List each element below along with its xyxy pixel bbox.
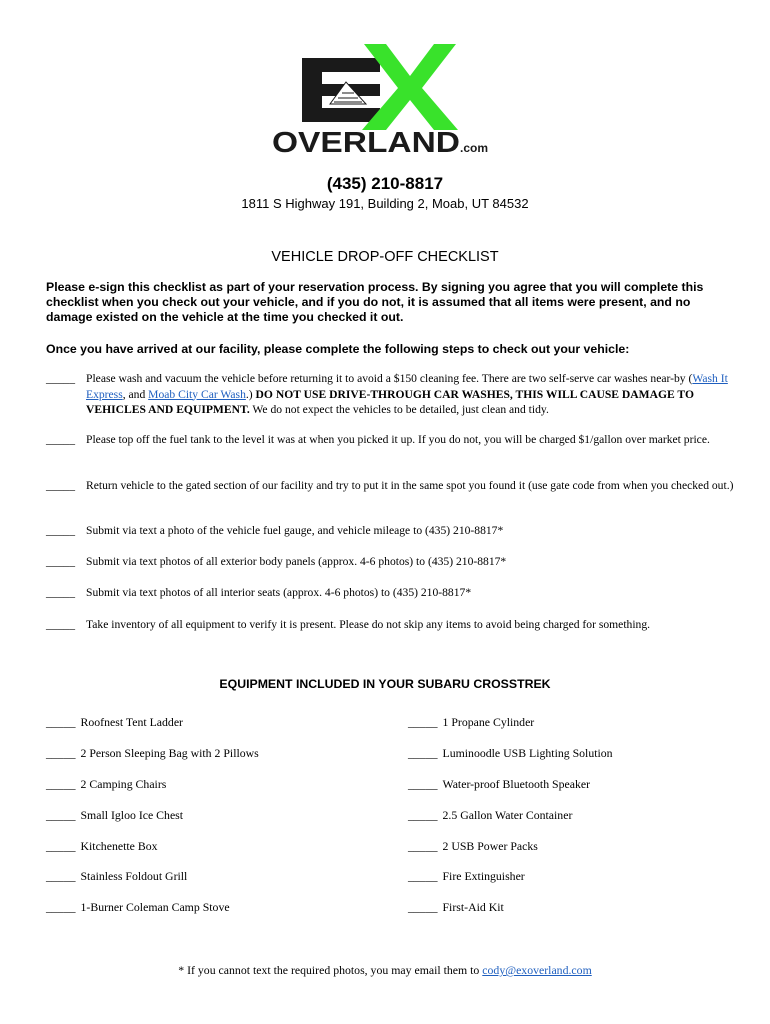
equipment-item-label: Stainless Foldout Grill bbox=[80, 869, 188, 883]
checkbox-blank[interactable]: _____ bbox=[408, 715, 438, 729]
equipment-item bbox=[408, 715, 534, 730]
svg-text:OVERLAND: OVERLAND bbox=[272, 127, 460, 156]
step-wash-part2: , and bbox=[122, 387, 149, 401]
document-title: VEHICLE DROP-OFF CHECKLIST bbox=[271, 249, 499, 265]
intro-paragraph: Please e-sign this checklist as part of your reservation process. By signing you agree that you will complete this checklist when you check out your vehicle, and if you do not, it is assumed that all items were present, and no damage existed on the vehicle at the time you checked it out. bbox=[46, 280, 704, 324]
checkbox-blank[interactable]: _____ bbox=[408, 777, 438, 791]
equipment-heading: EQUIPMENT INCLUDED IN YOUR SUBARU CROSSTREK bbox=[219, 677, 551, 691]
equipment-item bbox=[46, 746, 259, 761]
step-interior-photos bbox=[46, 585, 736, 601]
checkbox-blank[interactable]: _____ bbox=[46, 372, 75, 385]
checkbox-blank[interactable]: _____ bbox=[408, 869, 438, 883]
equipment-item bbox=[408, 746, 613, 761]
step-exterior-photos bbox=[46, 554, 736, 570]
checkbox-blank[interactable]: _____ bbox=[46, 524, 75, 537]
step-inventory bbox=[46, 617, 736, 633]
checkbox-blank[interactable]: _____ bbox=[408, 839, 438, 853]
step-wash-part4: We do not expect the vehicles to be detailed, just clean and tidy. bbox=[249, 403, 549, 416]
equipment-item-label: Small Igloo Ice Chest bbox=[80, 808, 184, 822]
wash-it-express-link[interactable]: Wash It Express bbox=[86, 372, 728, 401]
email-link[interactable]: cody@exoverland.com bbox=[482, 963, 592, 977]
checkbox-blank[interactable]: _____ bbox=[46, 900, 76, 914]
ex-overland-logo-image bbox=[268, 42, 500, 156]
address: 1811 S Highway 191, Building 2, Moab, UT 84532 bbox=[241, 196, 529, 211]
checkbox-blank[interactable]: _____ bbox=[408, 900, 438, 914]
checkbox-blank[interactable]: _____ bbox=[46, 808, 76, 822]
step-fuel bbox=[46, 432, 736, 448]
checkbox-blank[interactable]: _____ bbox=[46, 869, 76, 883]
equipment-item bbox=[408, 900, 504, 915]
equipment-item bbox=[408, 839, 538, 854]
checkbox-blank[interactable]: _____ bbox=[46, 777, 76, 791]
equipment-item bbox=[408, 808, 572, 823]
checkbox-blank[interactable]: _____ bbox=[46, 586, 75, 599]
step-return bbox=[46, 478, 736, 494]
equipment-item bbox=[408, 869, 525, 884]
equipment-item-label: Fire Extinguisher bbox=[442, 869, 525, 883]
step-wash-text bbox=[86, 371, 736, 418]
equipment-item-label: 1 Propane Cylinder bbox=[442, 715, 535, 729]
company-logo bbox=[268, 42, 500, 156]
equipment-item-label: 2.5 Gallon Water Container bbox=[442, 808, 573, 822]
moab-city-car-wash-link[interactable]: Moab City Car Wash bbox=[148, 387, 246, 401]
checkbox-blank[interactable]: _____ bbox=[46, 479, 75, 492]
steps-heading: Once you have arrived at our facility, please complete the following steps to check out your vehicle: bbox=[46, 342, 630, 356]
equipment-item bbox=[46, 808, 183, 823]
footnote-text: * If you cannot text the required photos, you may email them to bbox=[178, 963, 483, 977]
checkbox-blank[interactable]: _____ bbox=[46, 618, 75, 631]
phone-number: (435) 210-8817 bbox=[326, 174, 444, 193]
checkbox-blank[interactable]: _____ bbox=[46, 555, 75, 568]
step-wash-part1: Please wash and vacuum the vehicle before returning it to avoid a $150 cleaning fee. There are two self-serve car washes near-by ( bbox=[86, 372, 693, 385]
step-interior-photos-text: Submit via text photos of all interior seats (approx. 4-6 photos) to (435) 210-8817* bbox=[86, 586, 472, 599]
equipment-item-label: 2 Person Sleeping Bag with 2 Pillows bbox=[80, 746, 259, 760]
equipment-item bbox=[46, 715, 183, 730]
equipment-item-label: Luminoodle USB Lighting Solution bbox=[442, 746, 613, 760]
checkbox-blank[interactable]: _____ bbox=[46, 839, 76, 853]
checkbox-blank[interactable]: _____ bbox=[408, 746, 438, 760]
equipment-item-label: Kitchenette Box bbox=[80, 839, 158, 853]
equipment-item-label: First-Aid Kit bbox=[442, 900, 504, 914]
equipment-item-label: Water-proof Bluetooth Speaker bbox=[442, 777, 591, 791]
checkbox-blank[interactable]: _____ bbox=[46, 433, 75, 446]
step-fuel-gauge-photo bbox=[46, 523, 736, 539]
equipment-item-label: Roofnest Tent Ladder bbox=[80, 715, 183, 729]
svg-text:.com: .com bbox=[460, 141, 489, 155]
equipment-item bbox=[408, 777, 590, 792]
equipment-item bbox=[46, 839, 158, 854]
step-wash-part3: .) bbox=[245, 387, 256, 401]
equipment-item-label: 1-Burner Coleman Camp Stove bbox=[80, 900, 230, 914]
equipment-item bbox=[46, 900, 230, 915]
step-exterior-photos-text: Submit via text photos of all exterior body panels (approx. 4-6 photos) to (435) 210-8817* bbox=[86, 555, 507, 568]
equipment-item bbox=[46, 777, 166, 792]
footnote bbox=[0, 963, 770, 978]
step-fuel-text: Please top off the fuel tank to the level it was at when you picked it up. If you do not, you will be charged $1/gallon over market price. bbox=[86, 433, 710, 446]
equipment-item bbox=[46, 869, 187, 884]
equipment-item-label: 2 Camping Chairs bbox=[80, 777, 167, 791]
drive-through-warning: DO NOT USE DRIVE-THROUGH CAR WASHES, THIS WILL CAUSE DAMAGE TO VEHICLES AND EQUIPMENT. bbox=[86, 387, 694, 416]
checkbox-blank[interactable]: _____ bbox=[46, 715, 76, 729]
equipment-item-label: 2 USB Power Packs bbox=[442, 839, 538, 853]
step-fuel-gauge-photo-text: Submit via text a photo of the vehicle fuel gauge, and vehicle mileage to (435) 210-8817* bbox=[86, 524, 504, 537]
checkbox-blank[interactable]: _____ bbox=[408, 808, 438, 822]
step-wash bbox=[46, 371, 736, 418]
checkbox-blank[interactable]: _____ bbox=[46, 746, 76, 760]
step-return-text: Return vehicle to the gated section of our facility and try to put it in the same spot you found it (use gate code from when you checked out.) bbox=[86, 479, 734, 492]
step-inventory-text: Take inventory of all equipment to verify it is present. Please do not skip any items to avoid being charged for something. bbox=[86, 618, 651, 631]
